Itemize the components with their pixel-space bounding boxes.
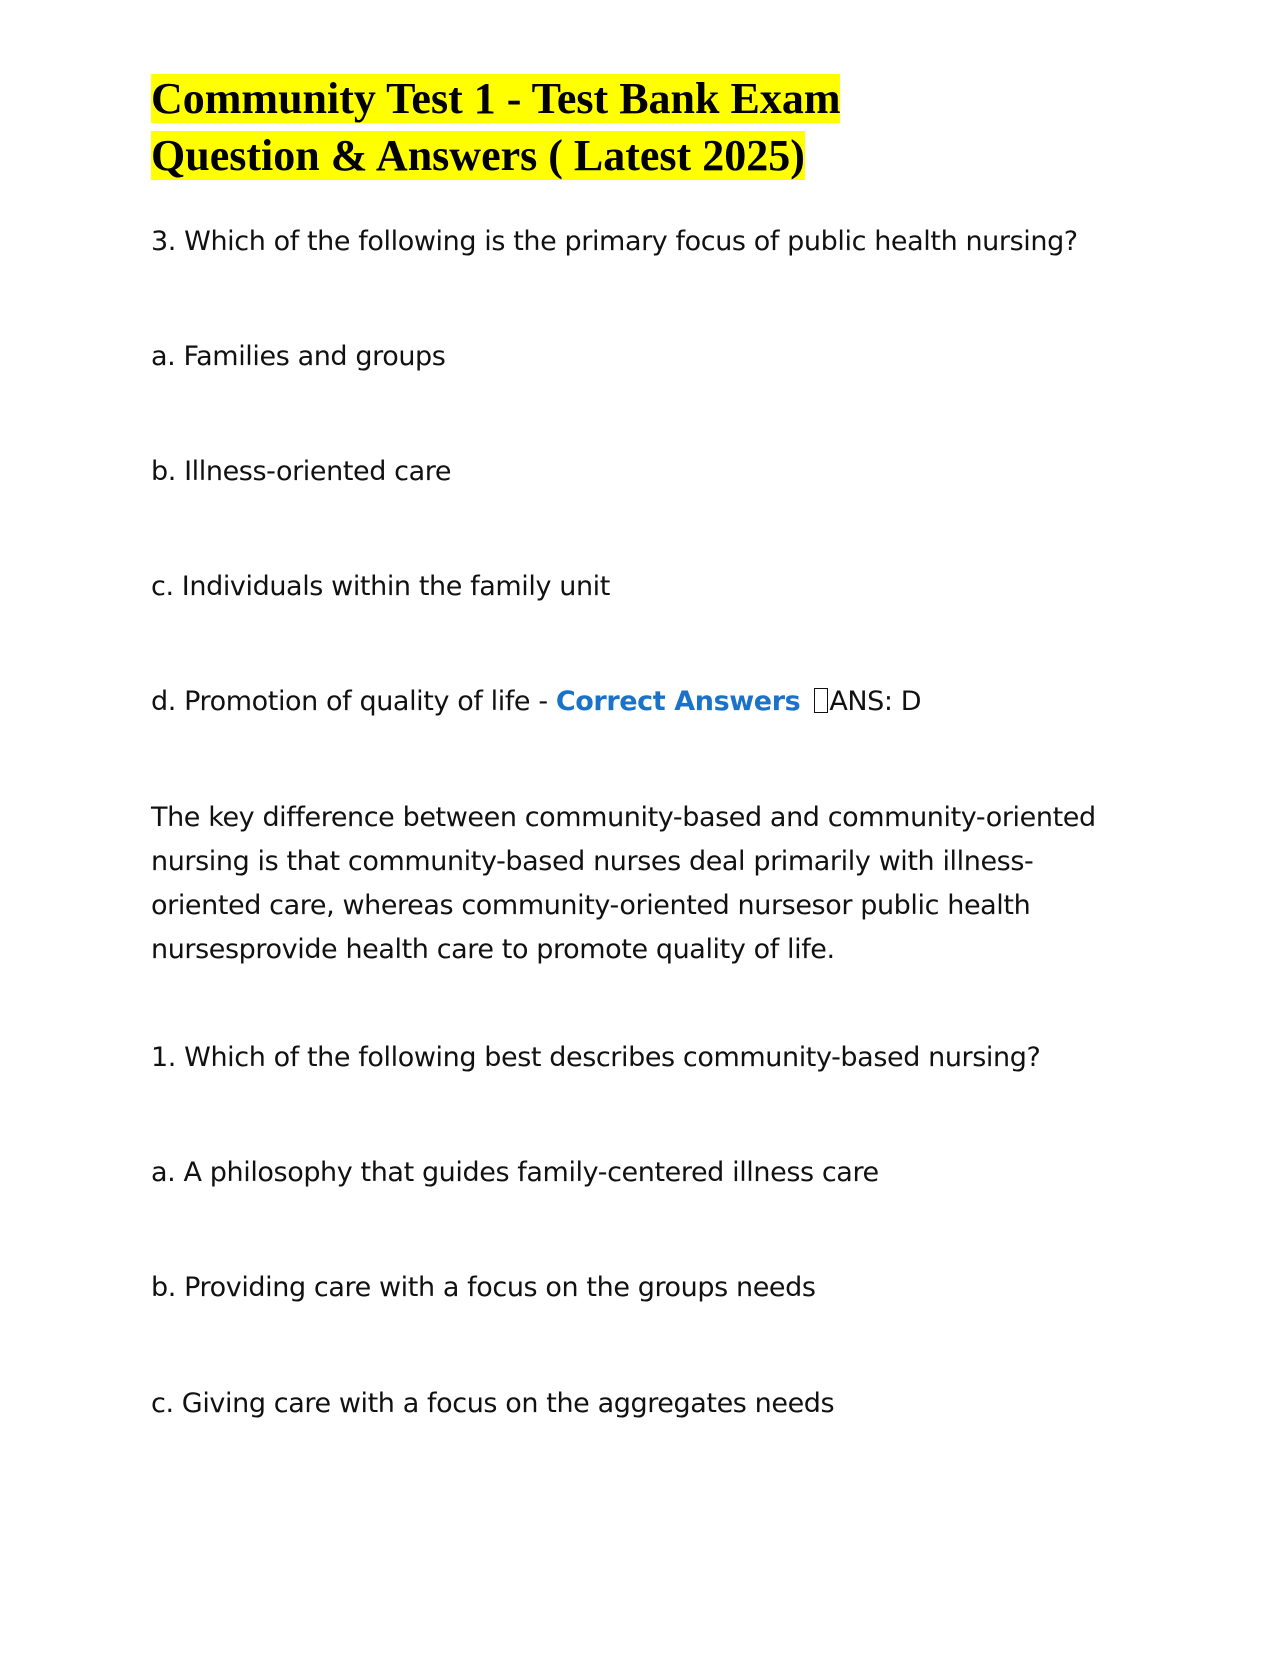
question-3-rationale: The key difference between community-based and community-oriented nursing is that community-based nurses deal primarily with illness-oriented care, whereas community-oriented nursesor public health nursesprovide health care to promote quality of life.	[151, 802, 1096, 965]
question-1-option-b: b. Providing care with a focus on the groups needs	[151, 1272, 816, 1303]
question-3-option-b: b. Illness-oriented care	[151, 456, 452, 487]
question-1-option-c: c. Giving care with a focus on the aggregates needs	[151, 1388, 835, 1419]
question-3-option-c: c. Individuals within the family unit	[151, 571, 610, 602]
question-1-text: 1. Which of the following best describes community-based nursing?	[151, 1042, 1041, 1073]
question-3-option-a: a. Families and groups	[151, 341, 446, 372]
question-1-option-a: a. A philosophy that guides family-centered illness care	[151, 1157, 879, 1188]
title-highlight: Community Test 1 - Test Bank Exam Question & Answers ( Latest 2025)	[151, 74, 841, 180]
question-3-option-d-line	[151, 680, 921, 724]
question-3-answer: ANS: D	[829, 686, 922, 717]
correct-answers-label: Correct Answers	[555, 686, 801, 717]
document-content	[151, 70, 1111, 1419]
missing-glyph-box-icon	[814, 688, 828, 713]
question-3-text: 3. Which of the following is the primary focus of public health nursing?	[151, 226, 1078, 257]
question-3-option-d: d. Promotion of quality of life -	[151, 686, 556, 717]
document-title	[151, 70, 971, 184]
